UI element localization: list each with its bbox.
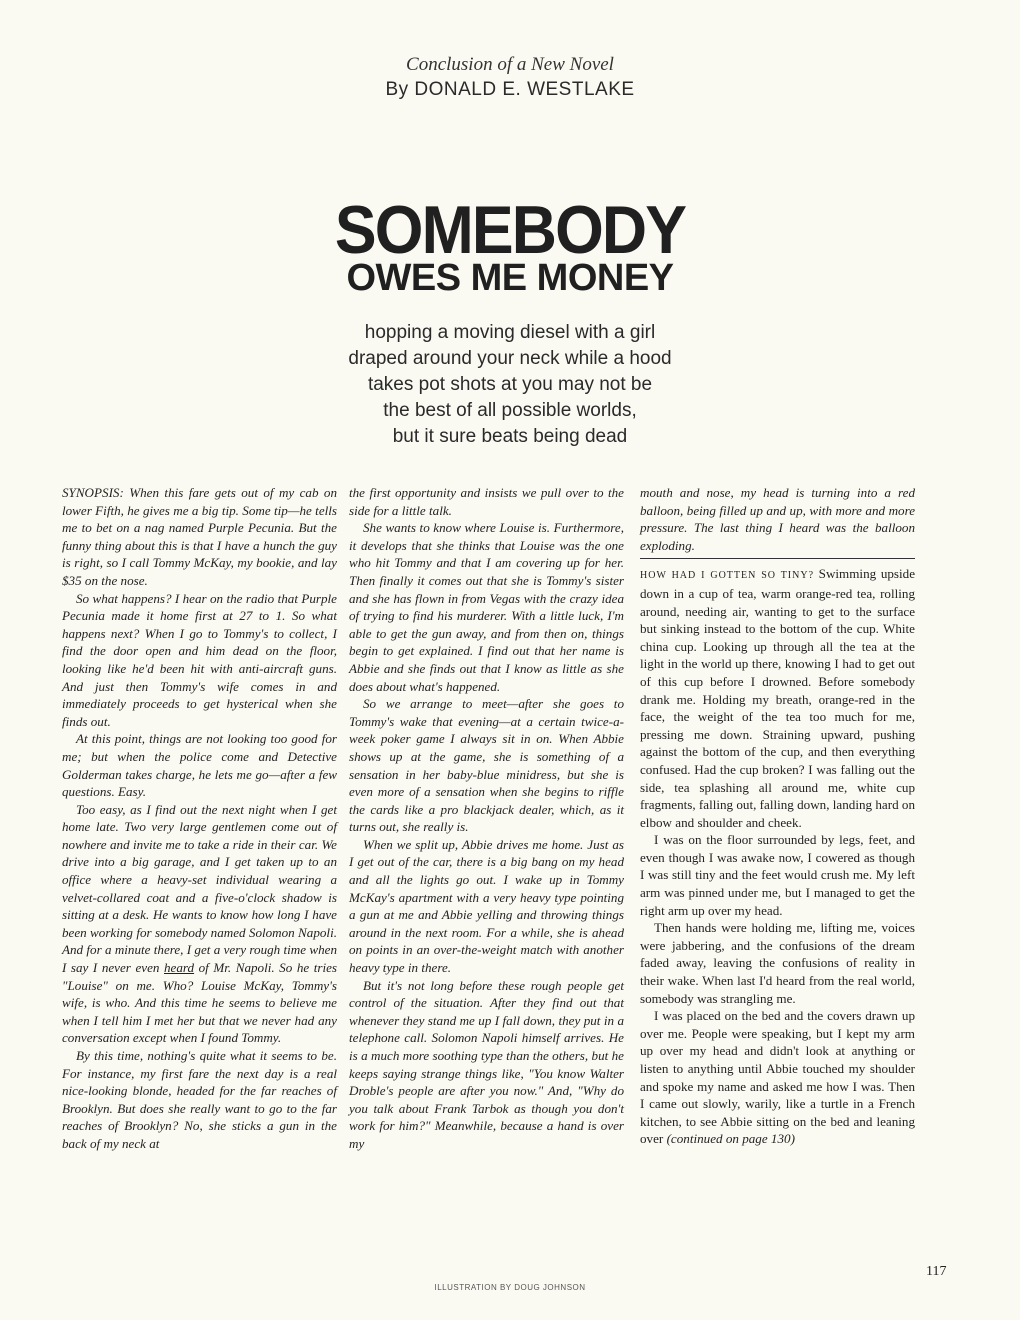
kicker: Conclusion of a New Novel xyxy=(406,54,614,75)
column-1 xyxy=(62,484,337,1153)
story-paragraph: HOW HAD I GOTTEN SO TINY? Swimming upside down in a cup of tea, warm orange-red tea, rolling around, needing air, wanting to get to the surface but sinking instead to the bottom of the cup. White china cup. Looking up through all the tea at the light in the world up there, knowing I had to get out of this cup before I drowned. Before somebody drank me. Holding my breath, orange-red in the face, the weight of the tea too much for me, pressing me down. Straining upward, pushing against the bottom of the cup, and then everything confused. Had the cup broken? I was falling out the side, tea splashing all around me, white cup fragments, falling out, falling down, landing hard on elbow and shoulder and cheek. xyxy=(640,566,916,830)
byline: By DONALD E. WESTLAKE xyxy=(385,79,635,100)
continued-note: (continued on page 130) xyxy=(666,1131,795,1147)
synopsis-paragraph: By this time, nothing's quite what it seems to be. For instance, my first fare the next day is a real nice-looking blonde, headed for the far reaches of Brooklyn. But does she really want to go to the far reaches of Brooklyn? No, she sticks a gun in the back of my neck at xyxy=(62,1048,337,1151)
story-paragraph: I was placed on the bed and the covers drawn up over me. People were speaking, but I kept my arm up over my head and didn't look at anything or listen to anything until Abbie touched my shoulder and spoke my name and asked me how I was. Then I came out slowly, warily, like a turtle in a French kitchen, to see Abbie sitting on the bed and leaning over (continued on page 130) xyxy=(640,1008,915,1147)
story-paragraph: I was on the floor surrounded by legs, feet, and even though I was awake now, I cowered as though I was still tiny and the feet would crush me. My left arm was pinned under me, but I managed to get the right arm up over my head. xyxy=(640,832,915,918)
synopsis-paragraph: the first opportunity and insists we pull over to the side for a little talk. xyxy=(349,485,624,518)
deck-line: but it sure beats being dead xyxy=(392,426,628,447)
synopsis-paragraph: When we split up, Abbie drives me home. Just as I get out of the car, there is a big bang on my head and all the lights go out. I wake up in Tommy McKay's apartment with a very heavy type pointing a gun at me and Abbie yelling and throwing things around in the next room. For a while, she is ahead on points in an over-the-weight match with another heavy type in there. xyxy=(349,836,624,976)
deck-line: the best of all possible worlds, xyxy=(383,400,637,421)
synopsis-paragraph: She wants to know where Louise is. Furthermore, it develops that she thinks that Louise was the one who hit Tommy and that I am covering up for her. Then finally it comes out that she is Tommy's sister and she has flown in from Vegas with the crazy idea of trying to find his murderer. With a little luck, I'm able to get the gun away, and from then on, things begin to get explained. I find out that her name is Abbie and she finds out that I know as little as she does about what's happened. xyxy=(349,520,624,694)
illustration-credit: ILLUSTRATION BY DOUG JOHNSON xyxy=(434,1283,586,1292)
deck-line: takes pot shots at you may not be xyxy=(367,374,653,395)
synopsis-paragraph: So what happens? I hear on the radio that Purple Pecunia made it home first at 27 to 1. So what happens next? When I go to Tommy's to collect, I find the door open and him dead on the floor, looking like he'd been hit with anti-aircraft guns. And just then Tommy's wife comes in and immediately proceeds to get hysterical when she finds out. xyxy=(62,590,337,729)
lead-in: HOW HAD I GOTTEN SO TINY? xyxy=(640,570,815,582)
deck-line: draped around your neck while a hood xyxy=(348,348,672,369)
story-paragraph: Then hands were holding me, lifting me, voices were jabbering, and the confusions of the dream faded away, leaving the confusions of reality in their wake. When last I'd heard from the real world, somebody was strangling me. xyxy=(640,920,915,1006)
deck xyxy=(0,320,1020,450)
title-line-1: SOMEBODY xyxy=(334,192,686,268)
synopsis-paragraph: SYNOPSIS: When this fare gets out of my cab on lower Fifth, he gives me a big tip. Some tip—he tells me to bet on a nag named Purple Pecunia. But the funny thing about this is that I have a hunch the guy is right, so I call Tommy McKay, my bookie, and lay $35 on the nose. xyxy=(62,485,337,588)
page-number: 117 xyxy=(926,1264,947,1279)
underlined-word: heard xyxy=(164,960,195,976)
synopsis-paragraph: So we arrange to meet—after she goes to Tommy's wake that evening—at a certain twice-a-week poker game I always sit in on. When Abbie shows up at the game, she is something of a sensation in her baby-blue minidress, but she is even more of a sensation when she begins to riffle the cards like a pro blackjack dealer, which, as it turns out, she really is. xyxy=(349,696,624,835)
synopsis-paragraph: Too easy, as I find out the next night when I get home late. Two very large gentlemen come out of nowhere and invite me to take a ride in their car. We drive into a big garage, and I get taken up to an office where a heavy-set individual wearing a velvet-collared coat and a five-o'clock shadow is sitting at a desk. He wants to know how long I have been working for somebody named Solomon Napoli. And for a minute there, I get a very rough time when I say I never even heard of Mr. Napoli. So he tries "Louise" on me. Who? Louise McKay, Tommy's wife, is who. And this time he seems to believe me when I tell him I met her but that we never had any conversation except when I found Tommy. xyxy=(62,801,338,1046)
column-3 xyxy=(640,484,915,1148)
column-2 xyxy=(349,484,624,1153)
synopsis-paragraph: mouth and nose, my head is turning into a red balloon, being filled up and up, with more and more pressure. The last thing I heard was the balloon exploding. xyxy=(640,485,915,553)
title-line-2: OWES ME MONEY xyxy=(346,257,674,299)
section-divider xyxy=(640,558,915,559)
deck-line: hopping a moving diesel with a girl xyxy=(364,322,656,343)
synopsis-paragraph: At this point, things are not looking too good for me; but when the police come and Detective Golderman takes charge, he lets me go—after a few questions. Easy. xyxy=(62,731,337,800)
synopsis-paragraph: But it's not long before these rough people get control of the situation. After they find out that whenever they stand me up I fall down, they put in a telephone call. Solomon Napoli himself arrives. He is a much more soothing type than the others, but he keeps saying strange things like, "You know Walter Droble's people are after you now." And, "Why do you talk about Frank Tarbok as though you don't work for him?" Meanwhile, because a hand is over my xyxy=(349,977,624,1151)
